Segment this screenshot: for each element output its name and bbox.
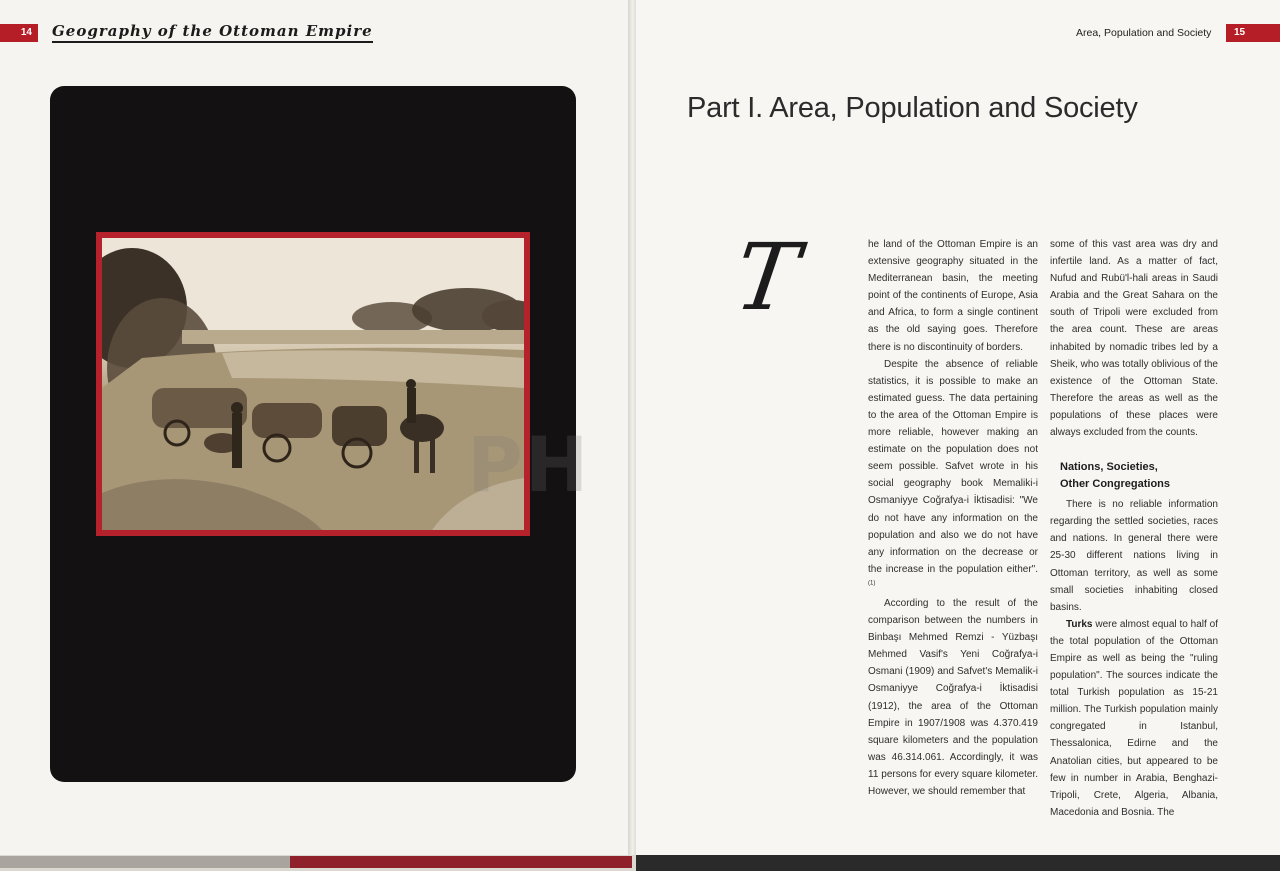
paragraph: he land of the Ottoman Empire is an extensive geography situated in the Mediterranean basin, the meeting point of the continents of Europe, Asia and Africa, to form a single continent as the old saying goes. Therefore there is no discontinuity of borders. [868, 239, 1038, 353]
text-column-2 [1050, 236, 1218, 821]
bottom-strip-grey [0, 856, 290, 868]
section-heading-line1: Nations, Societies, [1060, 461, 1158, 474]
section-heading [1060, 459, 1218, 492]
bottom-strip-dark [636, 855, 1280, 871]
running-head-left: Geography of the Ottoman Empire [52, 22, 373, 43]
photo-frame [96, 232, 530, 536]
photograph-illustration [102, 238, 524, 530]
paragraph: There is no reliable information regarding the settled societies, races and nations. In general there were 25-30 different nations living in Ottoman territory, as well as some small societies inhabiting closed basins. [1050, 499, 1218, 613]
page-number-right: 15 [1226, 24, 1280, 42]
drop-cap: T [728, 224, 805, 331]
paragraph [868, 356, 1038, 595]
paragraph [1050, 616, 1218, 821]
right-page [636, 0, 1280, 855]
footnote-ref: (1) [868, 580, 876, 587]
paragraph: some of this vast area was dry and infertile land. As a matter of fact, Nufud and Rubü'l-hali areas in Saudi Arabia and the Great Sahara on the south of Tripoli were excluded from the area count. These are areas inhabited by nomadic tribes led by a Sheik, who was totally oblivious of the existence of the Ottoman State. Therefore the areas as well as the populations of these places were always excluded from the counts. [1050, 239, 1218, 439]
paragraph: According to the result of the comparison between the numbers in Binbaşı Mehmed Remzi - Yüzbaşı Mehmed Vasif's Yeni Coğrafya-i Osmani (1909) and Safvet's Memalik-i Osmaniyye Coğrafya-i İktisadisi (1912), the area of the Ottoman Empire in 1907/1908 was 4.370.419 square kilometers and the population was 46.314.061. Accordingly, it was 11 persons for every square kilometer. However, we should remember that [868, 597, 1038, 797]
bold-term: Turks [1066, 618, 1093, 630]
running-head-right: Area, Population and Society [1076, 27, 1212, 39]
text-column-1 [868, 236, 1038, 800]
part-title: Part I. Area, Population and Society [687, 92, 1138, 124]
historic-photograph [102, 238, 524, 530]
section-heading-line2: Other Congregations [1060, 477, 1171, 490]
paragraph-text: Despite the absence of reliable statistics, it is possible to make an estimated guess. The data pertaining to the area of the Ottoman Empire is more reliable, however making an estimate on the population does not seem possible. Safvet wrote in his social geography book Memaliki-i Osmaniyye Coğrafya-i İktisadisi: "We do not have any information on the population and also we do not have any information on the decrease or the increase in the population either". [868, 358, 1038, 575]
watermark: PH [467, 420, 591, 509]
paragraph-text: were almost equal to half of the total population of the Ottoman Empire as well as being the "ruling population". The sources indicate the total Turkish population as 15-21 million. The Turkish population mainly congregated in Istanbul, Thessalonica, Edirne and the Anatolian cities, but appeared to be few in number in Arabia, Benghazi-Tripoli, Crete, Algeria, Albania, Macedonia and Bosnia. The [1050, 618, 1218, 818]
page-number-left: 14 [0, 24, 38, 42]
bottom-strip-red [290, 856, 632, 868]
